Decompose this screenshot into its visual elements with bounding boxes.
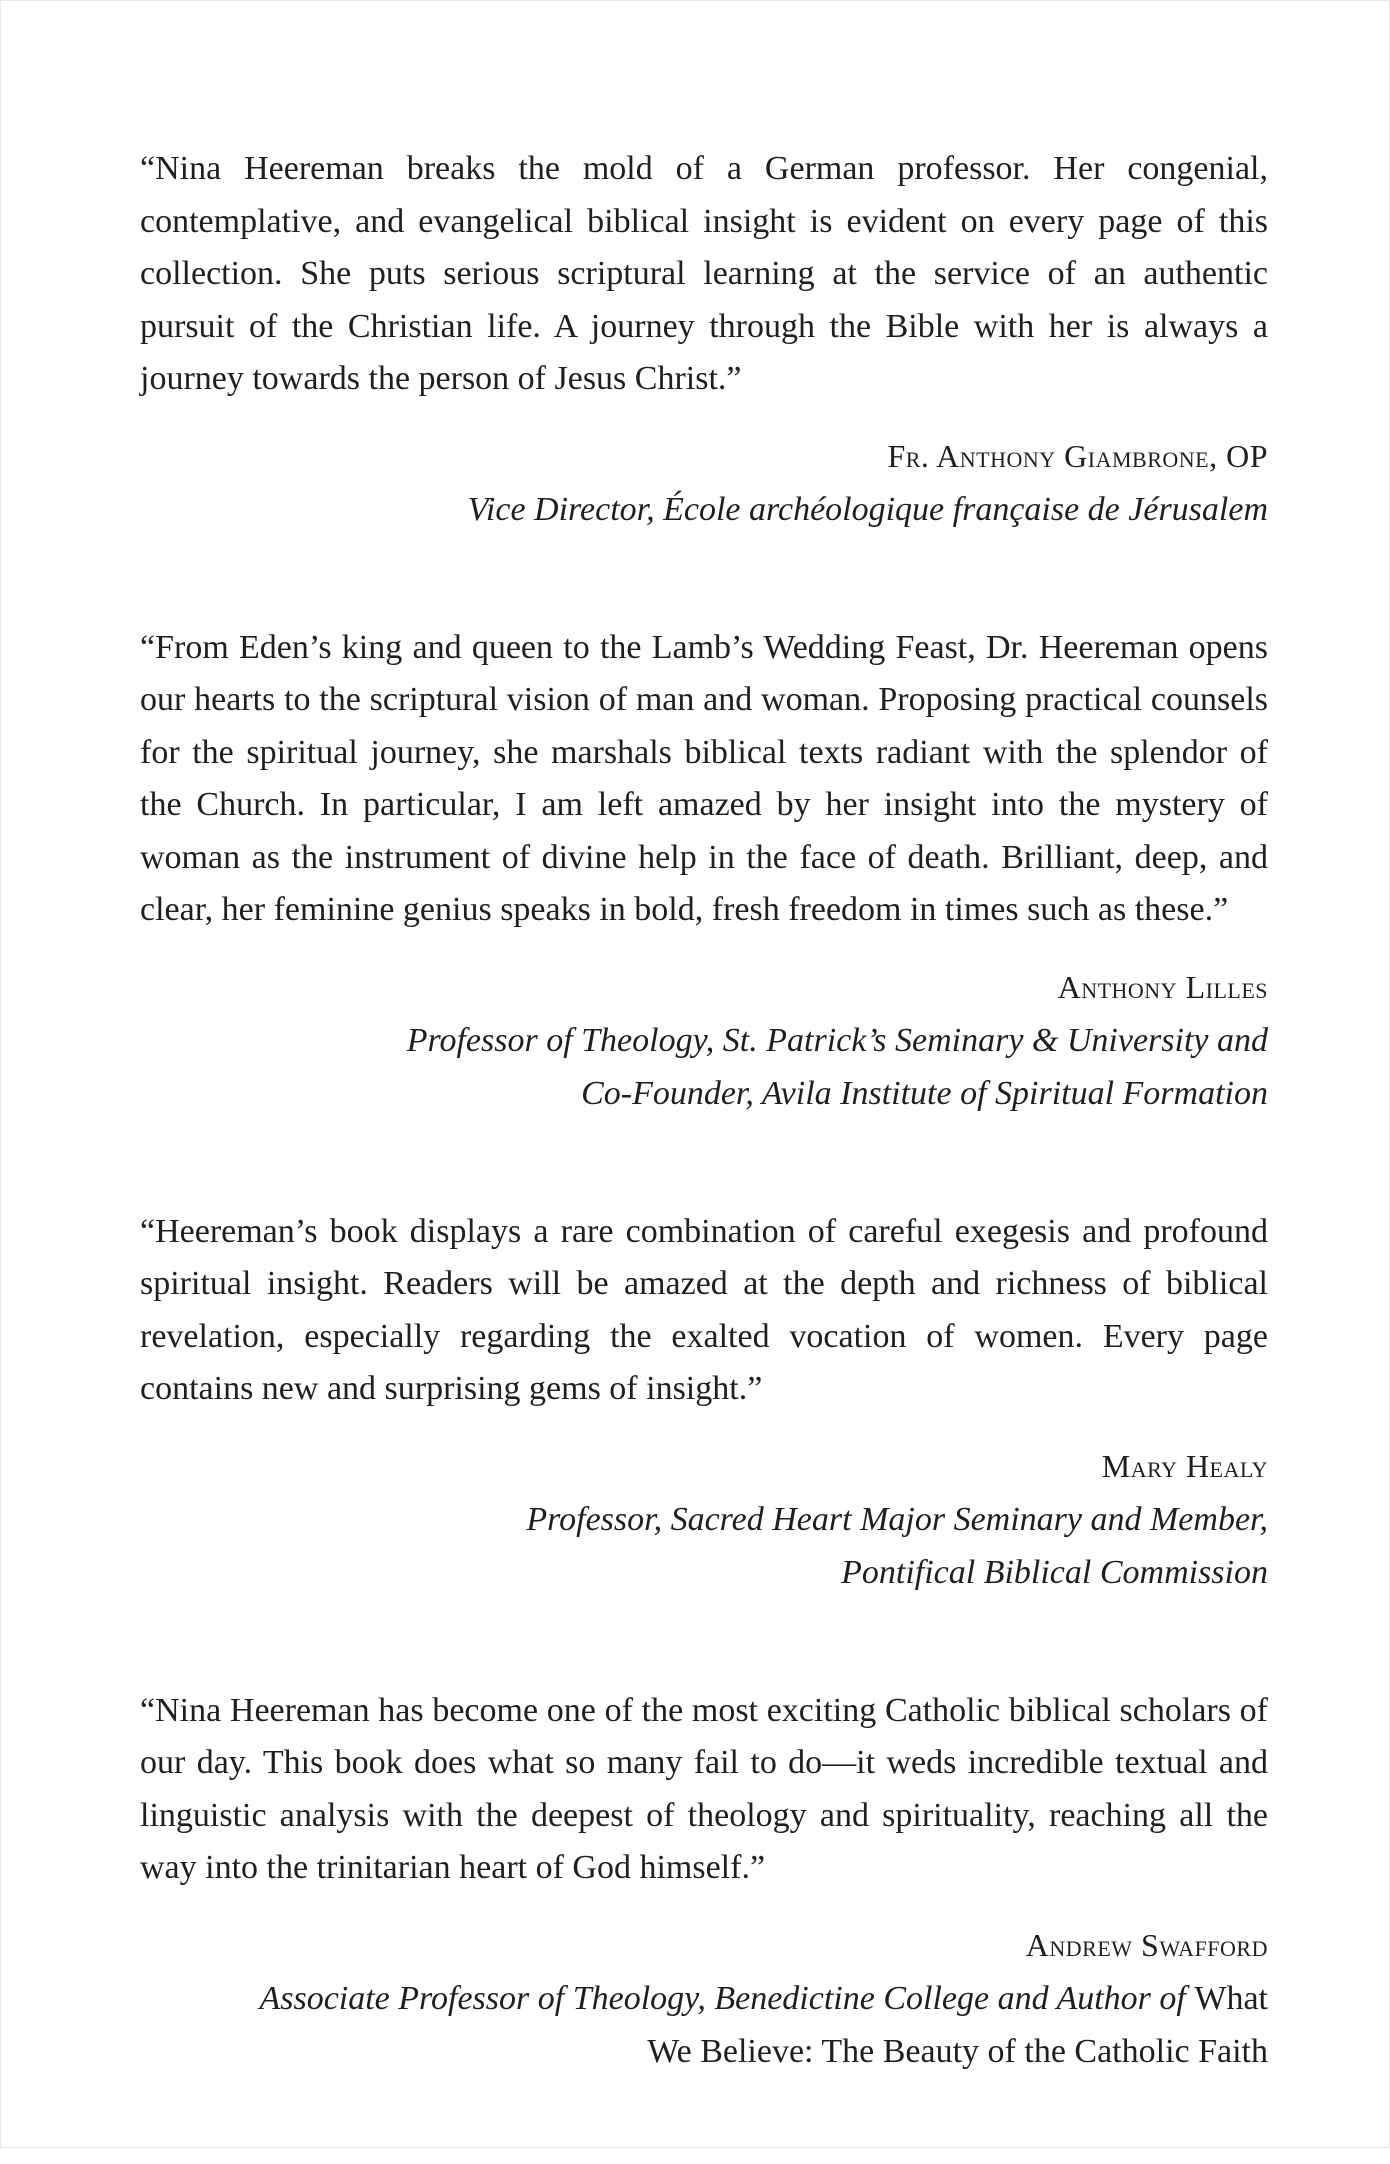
endorser-name: Mary Healy [1101, 1447, 1268, 1484]
endorser-name: Andrew Swafford [1025, 1926, 1268, 1963]
endorsement-lilles [140, 622, 1268, 1120]
endorser-title-line [140, 1972, 1268, 2025]
endorser-name: Fr. Anthony Giambrone, OP [887, 437, 1268, 474]
endorser-title-line: Professor of Theology, St. Patrick’s Seminary & University and [406, 1021, 1268, 1059]
book-title: What [1194, 1979, 1268, 2017]
endorser-title-line: Professor, Sacred Heart Major Seminary and Member, [526, 1500, 1268, 1538]
endorsement-quote: “Nina Heereman breaks the mold of a German professor. Her congenial, contemplative, and evangelical biblical insight is evident on every page of this collection. She puts serious scriptural learning at the service of an authentic pursuit of the Christian life. A journey through the Bible with her is always a journey towards the person of Jesus Christ.” [140, 150, 1268, 397]
endorsement-quote: “From Eden’s king and queen to the Lamb’s Wedding Feast, Dr. Heereman opens our hearts to the scriptural vision of man and woman. Proposing practical counsels for the spiritual journey, she marshals biblical texts radiant with the splendor of the Church. In particular, I am left amazed by her insight into the mystery of woman as the instrument of divine help in the face of death. Brilliant, deep, and clear, her feminine genius speaks in bold, fresh freedom in times such as these.” [140, 628, 1268, 928]
endorsement-attribution [140, 1919, 1268, 2078]
endorser-title [140, 483, 1268, 536]
endorsement-quote: “Nina Heereman has become one of the most exciting Catholic biblical scholars of our day. This book does what so many fail to do—it weds incredible textual and linguistic analysis with the deepest of theology and spirituality, reaching all the way into the trinitarian heart of God himself.” [140, 1691, 1268, 1886]
endorser-title-line: Pontifical Biblical Commission [841, 1553, 1268, 1591]
book-title: We Believe: The Beauty of the Catholic Faith [647, 2032, 1268, 2070]
endorser-title-line: Co-Founder, Avila Institute of Spiritual Formation [581, 1074, 1268, 1112]
endorsement-swafford [140, 1685, 1268, 2078]
endorsement-attribution [140, 430, 1268, 536]
endorser-title-line: Vice Director, École archéologique française de Jérusalem [467, 490, 1268, 528]
endorser-name: Anthony Lilles [1057, 968, 1268, 1005]
endorsement-attribution [140, 961, 1268, 1120]
endorsement-giambrone [140, 143, 1268, 536]
endorser-title [140, 1972, 1268, 2078]
endorser-title-text: Associate Professor of Theology, Benedictine College and Author of [259, 1979, 1195, 2017]
endorser-title [140, 1493, 1268, 1599]
endorsement-attribution [140, 1440, 1268, 1599]
endorsement-healy [140, 1206, 1268, 1599]
endorsement-quote: “Heereman’s book displays a rare combination of careful exegesis and profound spiritual insight. Readers will be amazed at the depth and richness of biblical revelation, especially regarding the exalted vocation of women. Every page contains new and surprising gems of insight.” [140, 1212, 1268, 1407]
endorsements-section [140, 143, 1268, 2164]
endorser-title [140, 1014, 1268, 1120]
